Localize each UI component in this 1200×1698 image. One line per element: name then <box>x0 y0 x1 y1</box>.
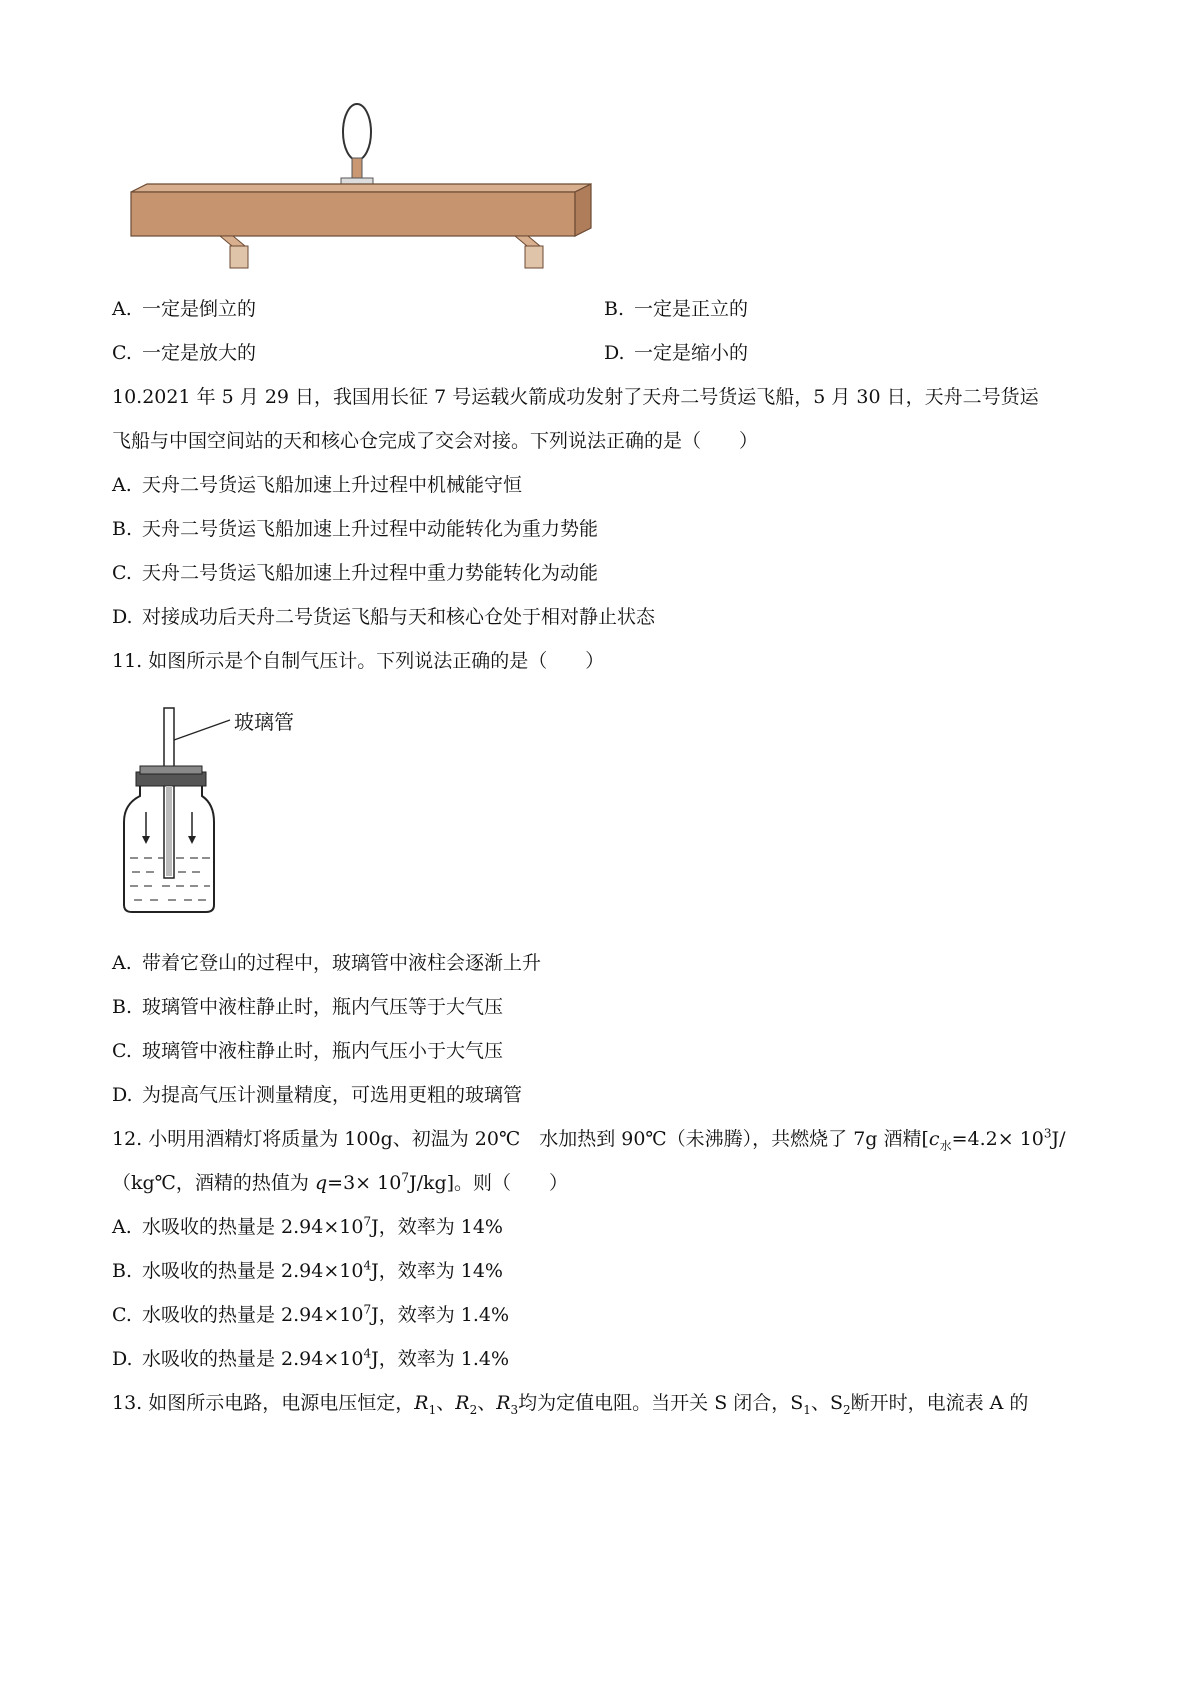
left-leg <box>230 246 248 268</box>
q12-stem-line2: （kg℃，酒精的热值为 $q=3\times 10^7J/kg$]。则（ ） <box>112 1170 569 1194</box>
label-pointer-line <box>174 720 230 740</box>
q11-option-c: C. 玻璃管中液柱静止时，瓶内气压小于大气压 <box>112 1040 504 1062</box>
q13-number: 13. <box>112 1392 143 1414</box>
q10-option-c: C. 天舟二号货运飞船加速上升过程中重力势能转化为动能 <box>112 562 599 584</box>
q11-number: 11. <box>112 650 143 672</box>
q10-option-b: B. 天舟二号货运飞船加速上升过程中动能转化为重力势能 <box>112 518 599 540</box>
q11-option-b: B. 玻璃管中液柱静止时，瓶内气压等于大气压 <box>112 996 504 1018</box>
bar-side <box>575 184 591 236</box>
q12-option-d: D. 水吸收的热量是 $2.94\times 10^4J$，效率为 1.4% <box>112 1346 510 1370</box>
q12-stem-line1: 12. 小明用酒精灯将质量为 100g、初温为 20℃ 水加热到 90℃（未沸腾），共燃烧了 7g 酒精[$c_水=4.2\times 10^3J/$ <box>112 1126 1066 1153</box>
bar-front <box>131 192 575 236</box>
left-leg-top <box>220 236 245 246</box>
right-leg-top <box>515 236 540 246</box>
q11-option-a: A. 带着它登山的过程中，玻璃管中液柱会逐渐上升 <box>112 952 542 974</box>
q10-option-d: D. 对接成功后天舟二号货运飞船与天和核心仓处于相对静止状态 <box>112 606 656 628</box>
liquid-column <box>166 786 172 876</box>
q9-option-c: C. 一定是放大的 <box>112 342 257 364</box>
q12-option-a: A. 水吸收的热量是 $2.94\times 10^7J$，效率为 14% <box>112 1214 503 1238</box>
wire-ring <box>343 104 371 160</box>
q10-number: 10. <box>112 386 143 408</box>
stopper-top <box>140 766 202 774</box>
q11-option-d: D. 为提高气压计测量精度，可选用更粗的玻璃管 <box>112 1084 523 1106</box>
q13-stem: 13. 如图所示电路，电源电压恒定，$R_1$、$R_2$、$R_3$均为定值电阻。当开关 S 闭合，$S_1$、$S_2$断开时，电流表 A 的 <box>112 1392 1029 1417</box>
ring-stem <box>352 158 362 178</box>
q12-number: 12. <box>112 1128 143 1150</box>
q9-option-d: D. 一定是缩小的 <box>604 342 749 364</box>
bar-top <box>131 184 591 192</box>
q12-option-c: C. 水吸收的热量是 $2.94\times 10^7J$，效率为 1.4% <box>112 1302 510 1326</box>
q10-option-a: A. 天舟二号货运飞船加速上升过程中机械能守恒 <box>112 474 523 496</box>
pressure-arrow-left-head <box>142 836 150 844</box>
q10-stem-line1: 10.2021 年 5 月 29 日，我国用长征 7 号运载火箭成功发射了天舟二号货运飞船，5 月 30 日，天舟二号货运 <box>112 386 1039 408</box>
glass-tube-label: 玻璃管 <box>234 710 294 734</box>
barometer-figure <box>118 700 438 920</box>
q12-option-b: B. 水吸收的热量是 $2.94\times 10^4J$，效率为 14% <box>112 1258 503 1282</box>
q11-stem: 11. 如图所示是个自制气压计。下列说法正确的是（ ） <box>112 650 605 672</box>
wooden-bar-figure <box>125 100 605 275</box>
q9-option-b: B. 一定是正立的 <box>604 298 749 320</box>
q9-option-a: A. 一定是倒立的 <box>112 298 257 320</box>
right-leg <box>525 246 543 268</box>
pressure-arrow-right-head <box>188 836 196 844</box>
q10-stem-line2: 飞船与中国空间站的天和核心仓完成了交会对接。下列说法正确的是（ ） <box>112 430 759 452</box>
